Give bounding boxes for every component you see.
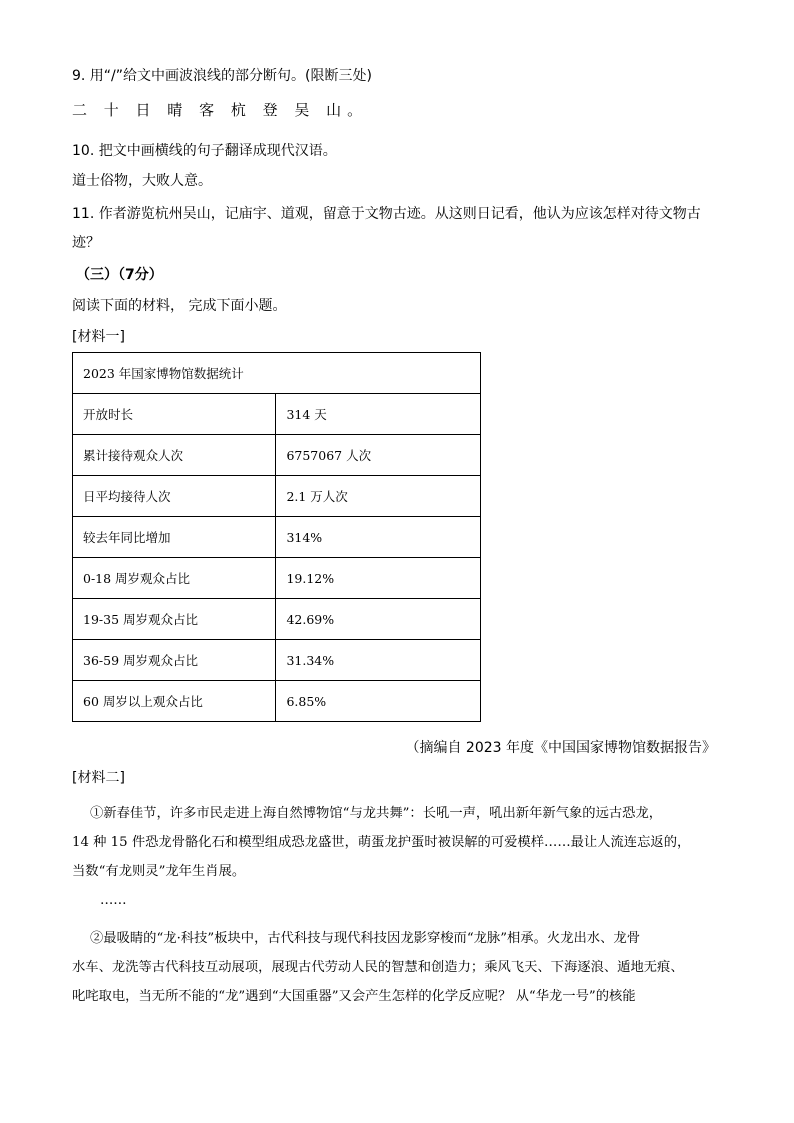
material-2-paragraph-2 [72,924,722,1011]
paragraph-2-line-1: ②最吸睛的“龙·科技”板块中，古代科技与现代科技因龙影穿梭而“龙脉”相承。火龙出水、龙骨 [90,931,640,946]
material-2-paragraph-1 [72,799,722,915]
question-11-line-1: 11. 作者游览杭州吴山，记庙宇、道观，留意于文物古迹。从这则日记看，他认为应该怎样对待文物古 [72,206,701,222]
paragraph-1-line-1: ①新春佳节，许多市民走进上海自然博物馆“与龙共舞”：长吼一声，吼出新年新气象的远古恐龙， [90,806,663,821]
table-title-row [73,353,481,394]
table-row [73,435,481,476]
table-row [73,681,481,722]
table-cell-value: 6757067 人次 [276,435,481,476]
table-cell-value: 31.34% [276,640,481,681]
table-cell-label: 日平均接待人次 [73,476,276,517]
table-cell-label: 36-59 周岁观众占比 [73,640,276,681]
table-row [73,517,481,558]
table-title: 2023 年国家博物馆数据统计 [73,353,481,394]
table-cell-label: 0-18 周岁观众占比 [73,558,276,599]
table-row [73,640,481,681]
table-cell-label: 19-35 周岁观众占比 [73,599,276,640]
section-3-instruction: 阅读下面的材料， 完成下面小题。 [72,298,287,314]
question-9-text: 二 十 日 晴 客 杭 登 吴 山。 [72,101,369,119]
question-10-text: 道士俗物，大败人意。 [72,173,212,189]
paragraph-2-line-2: 水车、龙洗等古代科技互动展项，展现古代劳动人民的智慧和创造力；乘风飞天、下海逐浪、遁地无痕、 [72,960,684,975]
paragraph-1-line-3: 当数“有龙则灵”龙年生肖展。 [72,864,246,879]
material-2-label: [材料二] [72,770,125,786]
table-row [73,599,481,640]
table-row [73,558,481,599]
table-cell-value: 2.1 万人次 [276,476,481,517]
question-9: 9. 用“/”给文中画波浪线的部分断句。(限断三处) [72,68,372,84]
paragraph-1-line-2: 14 种 15 件恐龙骨骼化石和模型组成恐龙盛世，萌蛋龙护蛋时被误解的可爱模样……最让人流连忘返的， [72,835,691,850]
table-source: （摘编自 2023 年度《中国国家博物馆数据报告》 [405,740,716,756]
table-row [73,476,481,517]
table-cell-value: 6.85% [276,681,481,722]
material-1-label: [材料一] [72,329,125,345]
table-cell-label: 60 周岁以上观众占比 [73,681,276,722]
paragraph-2-line-3: 叱咤取电，当无所不能的“龙”遇到“大国重器”又会产生怎样的化学反应呢？ 从“华龙一号”的核能 [72,989,636,1004]
question-11-line-2: 迹？ [72,235,100,251]
table-cell-value: 314 天 [276,394,481,435]
table-cell-label: 累计接待观众人次 [73,435,276,476]
table-cell-value: 42.69% [276,599,481,640]
section-3-heading: （三）（7分） [76,267,163,283]
table-cell-value: 314% [276,517,481,558]
question-10: 10. 把文中画横线的句子翻译成现代汉语。 [72,143,337,159]
table-row [73,394,481,435]
table-cell-value: 19.12% [276,558,481,599]
table-cell-label: 较去年同比增加 [73,517,276,558]
table-cell-label: 开放时长 [73,394,276,435]
museum-statistics-table [72,352,481,722]
ellipsis: …… [100,893,127,908]
